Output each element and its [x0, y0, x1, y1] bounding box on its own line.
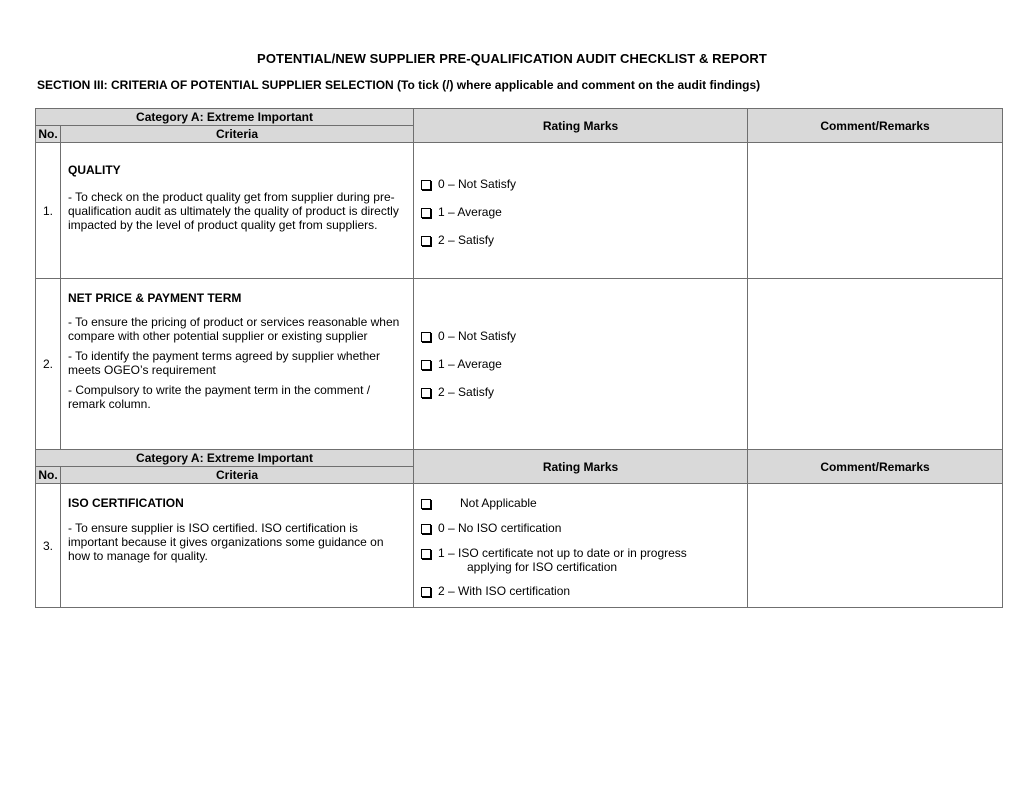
- comment-remarks-header: Comment/Remarks: [748, 109, 1003, 143]
- option-label-continued: applying for ISO certification: [467, 560, 618, 574]
- no-header: No.: [36, 467, 61, 484]
- rating-option[interactable]: [421, 496, 747, 510]
- criteria-text: - To ensure supplier is ISO certified. ISO certification is important because it gives organizations some guidance on how to manage for quality.: [68, 521, 384, 563]
- checkbox-icon[interactable]: [421, 388, 431, 398]
- no-header: No.: [36, 126, 61, 143]
- rating-option[interactable]: [421, 205, 747, 219]
- option-label: 2 – Satisfy: [438, 385, 495, 399]
- comment-cell[interactable]: [748, 484, 1003, 608]
- criteria-cell: [61, 484, 414, 608]
- option-label: 2 – With ISO certification: [438, 584, 571, 598]
- comment-remarks-header: Comment/Remarks: [748, 450, 1003, 484]
- table-header-row: [36, 109, 1003, 126]
- criteria-header: Criteria: [61, 126, 414, 143]
- rating-options: [414, 279, 748, 450]
- checkbox-icon[interactable]: [421, 236, 431, 246]
- comment-cell[interactable]: [748, 143, 1003, 279]
- criteria-heading: NET PRICE & PAYMENT TERM: [68, 291, 242, 305]
- option-label: Not Applicable: [460, 496, 537, 510]
- rating-option[interactable]: [421, 584, 747, 598]
- checkbox-icon[interactable]: [421, 332, 431, 342]
- option-label: 1 – Average: [438, 357, 502, 371]
- rating-option[interactable]: [421, 546, 747, 560]
- rating-option[interactable]: [421, 233, 747, 247]
- option-label: 0 – Not Satisfy: [438, 177, 517, 191]
- criteria-table: [35, 108, 1003, 608]
- option-label: 1 – ISO certificate not up to date or in progress: [438, 546, 687, 560]
- option-label: 0 – No ISO certification: [438, 521, 562, 535]
- table-row: [36, 484, 1003, 608]
- section-title: SECTION III: CRITERIA OF POTENTIAL SUPPLIER SELECTION (To tick (/) where applicable and comment on the audit findings): [37, 78, 761, 92]
- criteria-text: - Compulsory to write the payment term in the comment / remark column.: [68, 383, 371, 411]
- criteria-text: - To ensure the pricing of product or services reasonable when compare with other potential supplier or existing supplier: [68, 315, 400, 343]
- option-label: 1 – Average: [438, 205, 502, 219]
- criteria-heading: QUALITY: [68, 163, 121, 177]
- checkbox-icon[interactable]: [421, 549, 431, 559]
- rating-options: [414, 484, 748, 608]
- checkbox-icon[interactable]: [421, 587, 431, 597]
- rating-marks-header: Rating Marks: [414, 109, 748, 143]
- checkbox-icon[interactable]: [421, 180, 431, 190]
- rating-option[interactable]: [421, 521, 747, 535]
- table-row: [36, 279, 1003, 450]
- criteria-text: - To identify the payment terms agreed by supplier whether meets OGEO’s requirement: [68, 349, 380, 377]
- checkbox-icon[interactable]: [421, 208, 431, 218]
- comment-cell[interactable]: [748, 279, 1003, 450]
- checkbox-icon[interactable]: [421, 360, 431, 370]
- category-header: Category A: Extreme Important: [36, 450, 414, 467]
- criteria-header: Criteria: [61, 467, 414, 484]
- rating-option[interactable]: [421, 357, 747, 371]
- criteria-text: - To check on the product quality get from supplier during pre-qualification audit as ultimately the quality of product is directly impacted by the level of product quality get from suppliers.: [68, 190, 399, 232]
- row-number: 3.: [36, 484, 61, 608]
- option-label: 2 – Satisfy: [438, 233, 495, 247]
- rating-option[interactable]: [421, 177, 747, 191]
- category-header: Category A: Extreme Important: [36, 109, 414, 126]
- checkbox-icon[interactable]: [421, 499, 431, 509]
- rating-marks-header: Rating Marks: [414, 450, 748, 484]
- rating-options: [414, 143, 748, 279]
- rating-option[interactable]: [421, 385, 747, 399]
- criteria-heading: ISO CERTIFICATION: [68, 496, 184, 510]
- row-number: 1.: [36, 143, 61, 279]
- criteria-cell: [61, 143, 414, 279]
- criteria-cell: [61, 279, 414, 450]
- table-row: [36, 143, 1003, 279]
- document-title: POTENTIAL/NEW SUPPLIER PRE-QUALIFICATION AUDIT CHECKLIST & REPORT: [257, 51, 767, 66]
- table-header-row: [36, 450, 1003, 467]
- rating-option[interactable]: [421, 329, 747, 343]
- row-number: 2.: [36, 279, 61, 450]
- checkbox-icon[interactable]: [421, 524, 431, 534]
- option-label: 0 – Not Satisfy: [438, 329, 517, 343]
